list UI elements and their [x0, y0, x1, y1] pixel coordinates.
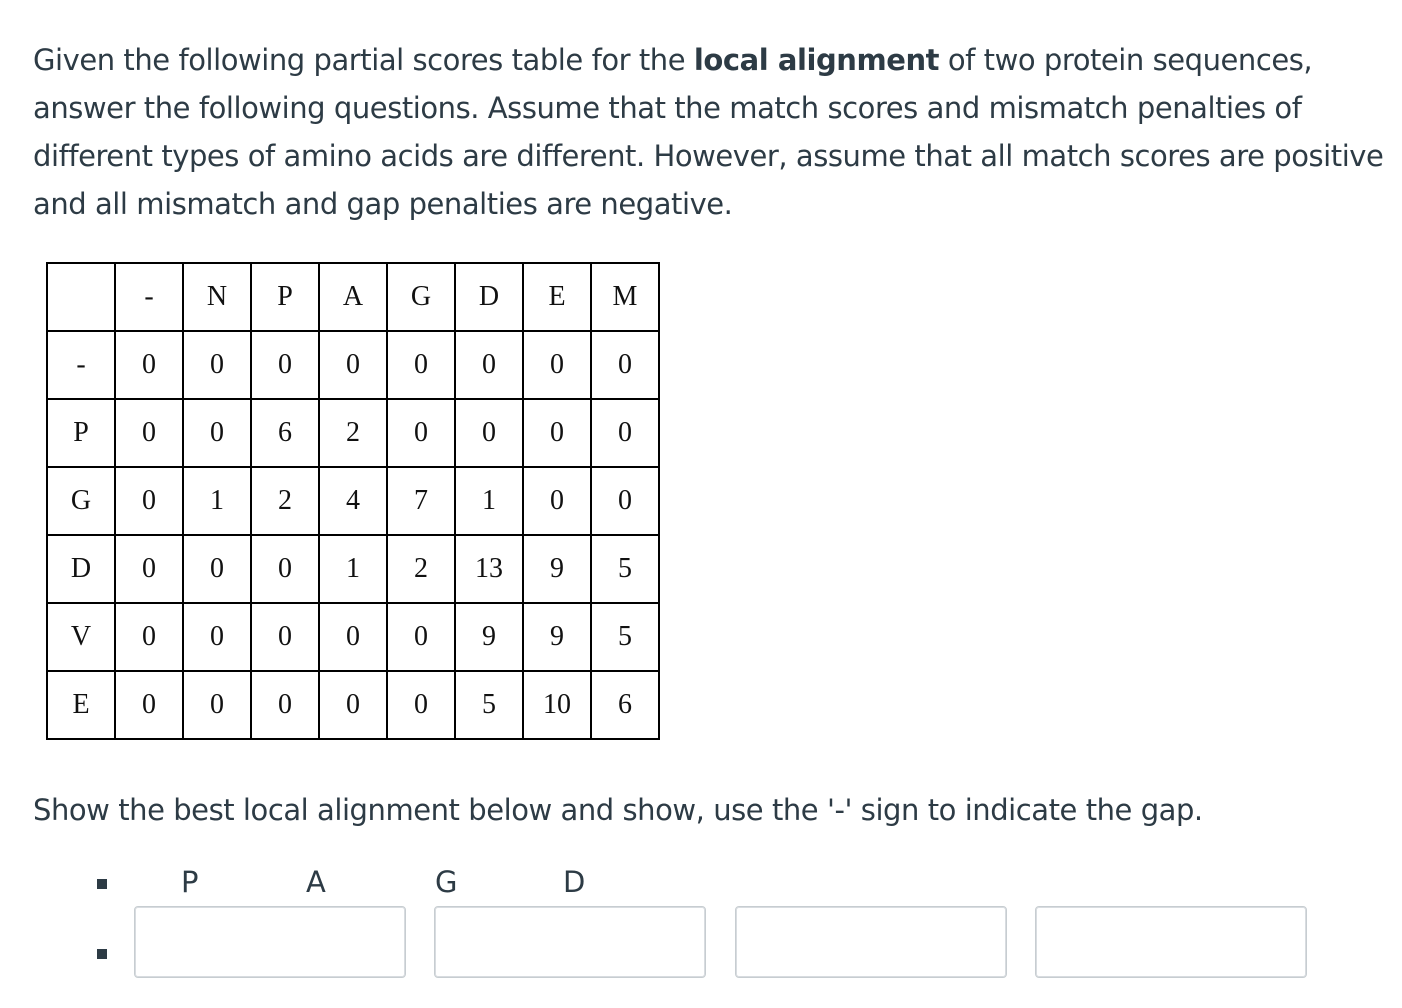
alignment-prompt: Show the best local alignment below and show, use the '-' sign to indicate the gap.: [33, 793, 1203, 827]
question-text: [33, 36, 1388, 228]
table-cell: 1: [319, 535, 387, 603]
table-cell: 0: [455, 399, 523, 467]
table-cell: 0: [455, 331, 523, 399]
question-text-start: Given the following partial scores table for the: [33, 43, 694, 77]
table-cell: 9: [523, 603, 591, 671]
list-bullet-icon: [97, 949, 107, 959]
alignment-answer-input-2[interactable]: [434, 906, 706, 978]
table-cell: 0: [115, 535, 183, 603]
table-cell: -: [47, 331, 115, 399]
table-cell: 0: [115, 399, 183, 467]
table-cell: 0: [523, 331, 591, 399]
table-cell: 0: [387, 603, 455, 671]
sequence-letter: D: [563, 865, 586, 899]
sequence-letter: A: [306, 865, 326, 899]
table-cell: 2: [251, 467, 319, 535]
table-header-cell: E: [523, 263, 591, 331]
table-cell: 2: [319, 399, 387, 467]
list-bullet-icon: [97, 879, 107, 889]
table-header-cell: D: [455, 263, 523, 331]
table-row: [47, 399, 659, 467]
table-cell: 0: [251, 331, 319, 399]
table-cell: 0: [115, 603, 183, 671]
table-header-row: [47, 263, 659, 331]
table-cell: 0: [319, 331, 387, 399]
table-cell: 0: [251, 535, 319, 603]
table-cell: 0: [319, 671, 387, 739]
table-cell: 0: [183, 399, 251, 467]
table-row: [47, 671, 659, 739]
table-cell: 9: [455, 603, 523, 671]
table-cell: 0: [183, 331, 251, 399]
question-text-end: of two protein sequences, answer the following questions. Assume that the match scores and mismatch penalties of different types of amino acids are different. However, assume that all match scores are positive and all mismatch and gap penalties are negative.: [33, 43, 1384, 221]
table-cell: 0: [183, 535, 251, 603]
table-cell: 2: [387, 535, 455, 603]
table-cell: 13: [455, 535, 523, 603]
table-cell: 0: [387, 671, 455, 739]
table-cell: 1: [183, 467, 251, 535]
table-cell: 0: [523, 399, 591, 467]
table-cell: 0: [115, 467, 183, 535]
alignment-answer-input-3[interactable]: [735, 906, 1007, 978]
table-cell: 0: [387, 399, 455, 467]
table-header-cell: N: [183, 263, 251, 331]
alignment-answer-input-1[interactable]: [134, 906, 406, 978]
table-row: [47, 535, 659, 603]
table-cell: 0: [591, 399, 659, 467]
table-cell: 0: [251, 603, 319, 671]
table-cell: 5: [591, 603, 659, 671]
table-header-cell: M: [591, 263, 659, 331]
table-cell: E: [47, 671, 115, 739]
table-cell: 0: [251, 671, 319, 739]
table-cell: 0: [523, 467, 591, 535]
table-cell: 4: [319, 467, 387, 535]
table-header-cell: [47, 263, 115, 331]
table-cell: 5: [455, 671, 523, 739]
sequence-letter: P: [181, 865, 199, 899]
alignment-answer-input-4[interactable]: [1035, 906, 1307, 978]
table-row: [47, 467, 659, 535]
table-cell: 0: [591, 467, 659, 535]
table-cell: 0: [387, 331, 455, 399]
table-cell: P: [47, 399, 115, 467]
table-header-cell: -: [115, 263, 183, 331]
table-cell: 9: [523, 535, 591, 603]
table-cell: 6: [251, 399, 319, 467]
table-header-cell: G: [387, 263, 455, 331]
table-cell: 1: [455, 467, 523, 535]
table-cell: 5: [591, 535, 659, 603]
table-cell: 0: [115, 331, 183, 399]
table-header-cell: A: [319, 263, 387, 331]
table-cell: 0: [591, 331, 659, 399]
table-cell: 10: [523, 671, 591, 739]
table-cell: 6: [591, 671, 659, 739]
table-cell: V: [47, 603, 115, 671]
table-cell: G: [47, 467, 115, 535]
table-cell: 0: [319, 603, 387, 671]
table-cell: 0: [183, 671, 251, 739]
table-row: [47, 331, 659, 399]
table-cell: 7: [387, 467, 455, 535]
sequence-letter: G: [435, 865, 458, 899]
table-cell: 0: [183, 603, 251, 671]
table-cell: D: [47, 535, 115, 603]
table-header-cell: P: [251, 263, 319, 331]
table-row: [47, 603, 659, 671]
question-text-bold: local alignment: [693, 43, 940, 77]
table-cell: 0: [115, 671, 183, 739]
scores-table: [46, 262, 660, 740]
